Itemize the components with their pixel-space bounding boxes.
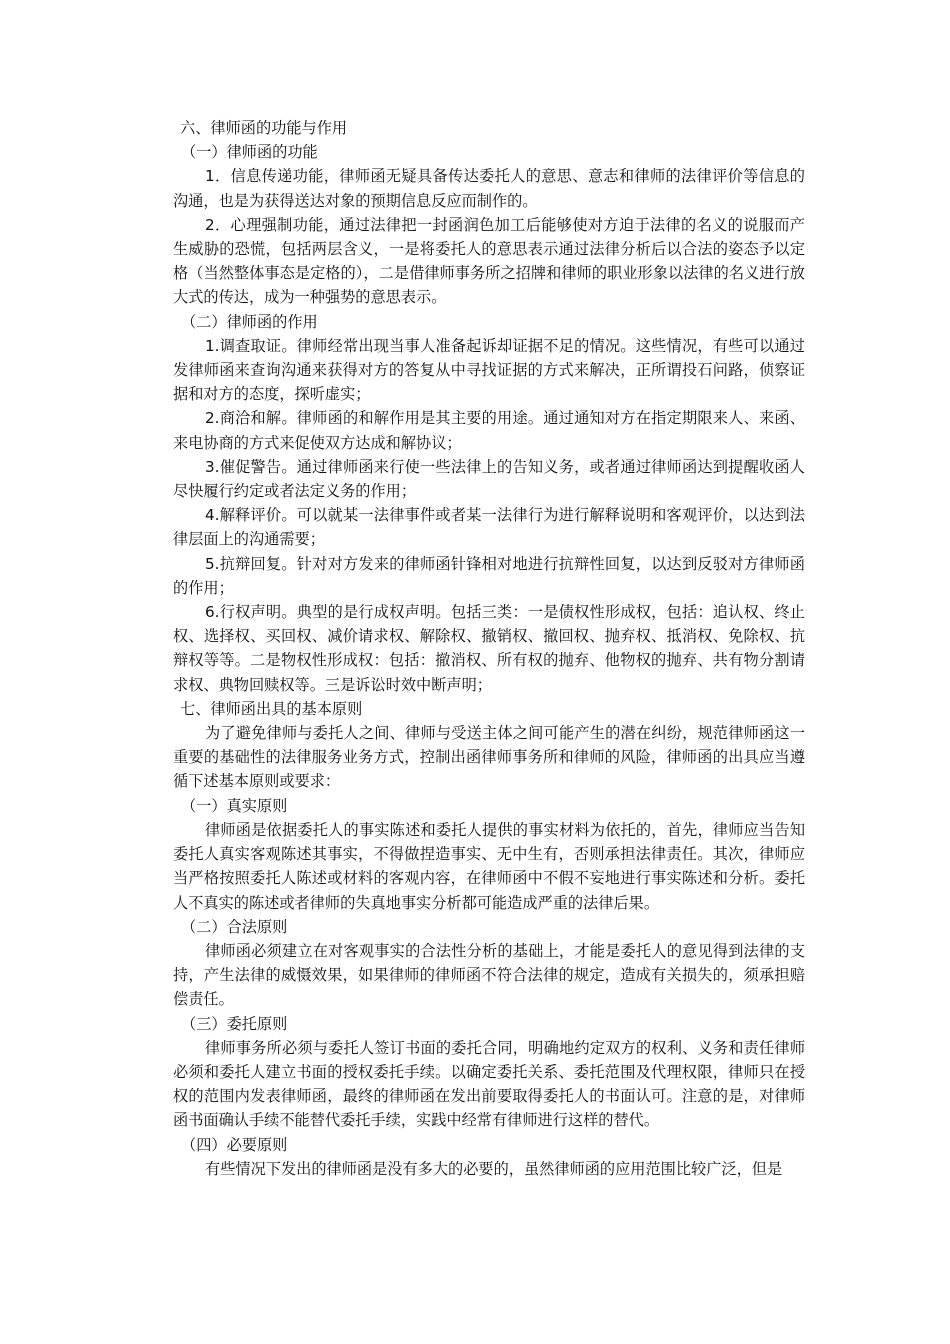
subheading-necessity: （四）必要原则 bbox=[181, 1135, 288, 1154]
paragraph: 为了避免律师与委托人之间、律师与受送主体之间可能产生的潜在纠纷，规范律师函这一重要的基础性的法律服务业务方式，控制出函律师事务所和律师的风险，律师函的出具应当遵循下述基本原则或要求： bbox=[173, 724, 805, 791]
paragraph: 1．信息传递功能，律师函无疑具备传达委托人的意思、意志和律师的法律评价等信息的沟通，也是为获得送达对象的预期信息反应而制作的。 bbox=[173, 167, 805, 210]
subheading-roles: （二）律师函的作用 bbox=[181, 312, 318, 331]
section-heading-6: 六、律师函的功能与作用 bbox=[180, 119, 348, 137]
paragraph: 2．心理强制功能，通过法律把一封函润色加工后能够使对方迫于法律的名义的说服而产生威胁的恐慌，包括两层含义，一是将委托人的意思表示通过法律分析后以合法的姿态予以定格（当然整体事态是定格的），二是借律师事务所之招牌和律师的职业形象以法律的名义进行放大式的传达，成为一种强势的意思表示。 bbox=[173, 215, 805, 307]
paragraph: 6.行权声明。典型的是行成权声明。包括三类：一是债权性形成权，包括：追认权、终止权、选择权、买回权、减价请求权、解除权、撤销权、撤回权、抛弃权、抵消权、免除权、抗辩权等等。二是物权性形成权：包括：撤消权、所有权的抛弃、他物权的抛弃、共有物分割请求权、典物回赎权等。三是诉讼时效中断声明； bbox=[173, 603, 805, 694]
paragraph: 3.催促警告。通过律师函来行使一些法律上的告知义务，或者通过律师函达到提醒收函人尽快履行约定或者法定义务的作用； bbox=[173, 457, 805, 501]
paragraph: 有些情况下发出的律师函是没有多大的必要的，虽然律师函的应用范围比较广泛，但是 bbox=[205, 1159, 783, 1178]
subheading-entrustment: （三）委托原则 bbox=[181, 1014, 288, 1033]
section-heading-7: 七、律师函出具的基本原则 bbox=[180, 699, 363, 718]
subheading-legality: （二）合法原则 bbox=[181, 917, 288, 936]
subheading-functions: （一）律师函的功能 bbox=[181, 143, 318, 162]
paragraph: 5.抗辩回复。针对对方发来的律师函针锋相对地进行抗辩性回复，以达到反驳对方律师函的作用； bbox=[173, 554, 805, 597]
paragraph: 律师事务所必须与委托人签订书面的委托合同，明确地约定双方的权利、义务和责任律师必须和委托人建立书面的授权委托手续。以确定委托关系、委托范围及代理权限，律师只在授权的范围内发表律师函，最终的律师函在发出前要取得委托人的书面认可。注意的是，对律师函书面确认手续不能替代委托手续，实践中经常有律师进行这样的替代。 bbox=[173, 1038, 805, 1130]
document-body bbox=[173, 116, 805, 1181]
paragraph: 1.调查取证。律师经常出现当事人准备起诉却证据不足的情况。这些情况，有些可以通过发律师函来查询沟通来获得对方的答复从中寻找证据的方式来解决，正所谓投石问路，侦察证据和对方的态度，探听虚实； bbox=[173, 336, 805, 404]
paragraph: 2.商洽和解。律师函的和解作用是其主要的用途。通过通知对方在指定期限来人、来函、来电协商的方式来促使双方达成和解协议； bbox=[173, 409, 805, 452]
paragraph: 4.解释评价。可以就某一法律事件或者某一法律行为进行解释说明和客观评价，以达到法律层面上的沟通需要； bbox=[173, 506, 805, 549]
paragraph: 律师函是依据委托人的事实陈述和委托人提供的事实材料为依托的，首先，律师应当告知委托人真实客观陈述其事实，不得做捏造事实、无中生有，否则承担法律责任。其次，律师应当严格按照委托人陈述或材料的客观内容，在律师函中不假不妄地进行事实陈述和分析。委托人不真实的陈述或者律师的失真地事实分析都可能造成严重的法律后果。 bbox=[173, 820, 805, 912]
subheading-truth: （一）真实原则 bbox=[181, 796, 288, 815]
paragraph: 律师函必须建立在对客观事实的合法性分析的基础上，才能是委托人的意见得到法律的支持，产生法律的威慑效果，如果律师的律师函不符合法律的规定，造成有关损失的，须承担赔偿责任。 bbox=[173, 941, 805, 1009]
